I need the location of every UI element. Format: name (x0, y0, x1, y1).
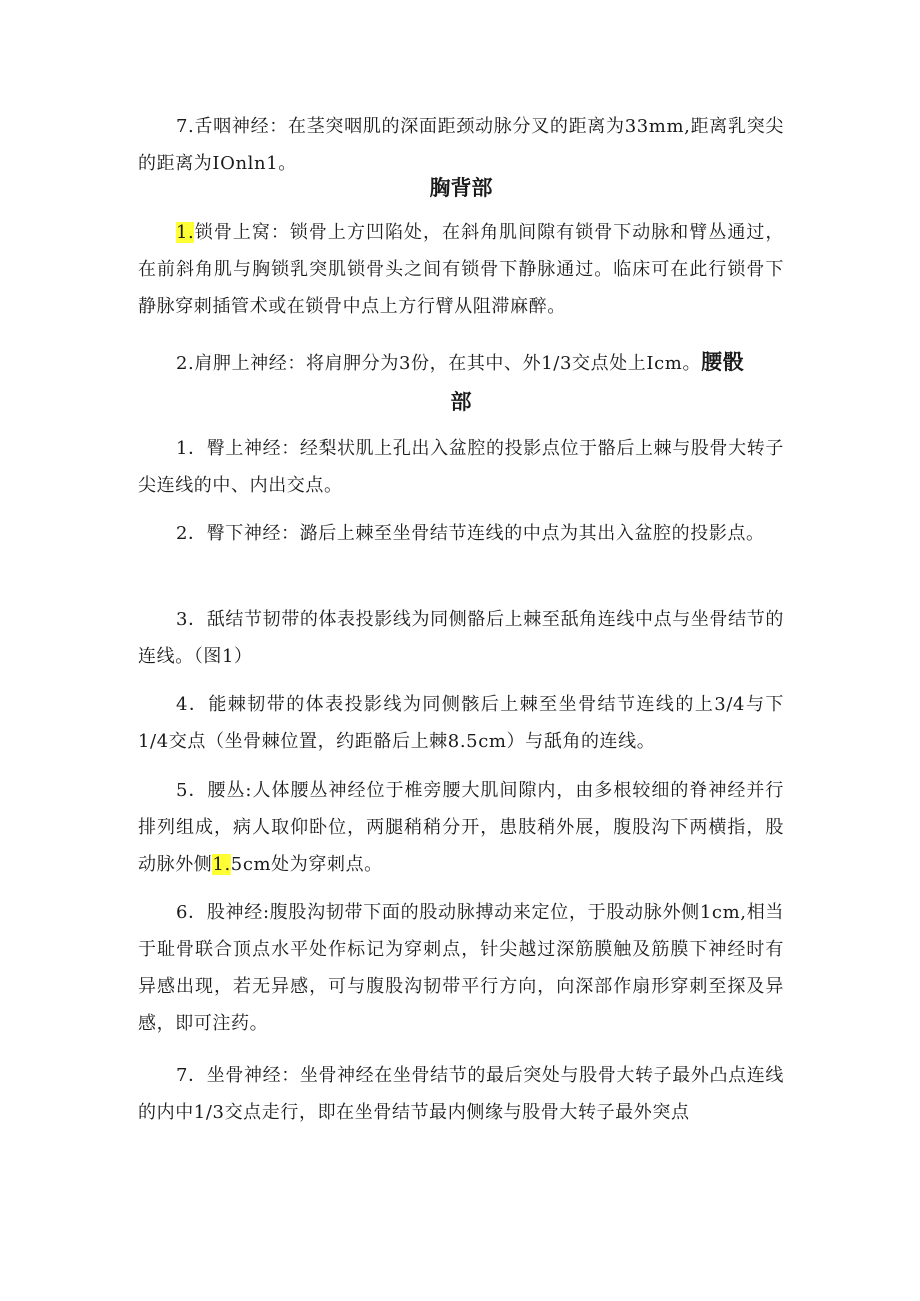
paragraph-inferior-gluteal-nerve: 2．臀下神经：潞后上棘至坐骨结节连线的中点为其出入盆腔的投影点。 (176, 523, 765, 544)
paragraph-sacrospinous-ligament: 4．能棘韧带的体表投影线为同侧骸后上棘至坐骨结节连线的上3/4与下1/4交点（坐骨棘位置，约距骼后上棘8.5cm）与舐角的连线。 (138, 694, 784, 752)
paragraph-text: 2.肩胛上神经：将肩胛分为3份，在其中、外1/3交点处上Icm。 (176, 353, 702, 374)
section-heading-lumbar-part1: 腰骰 (701, 350, 745, 374)
paragraph-femoral-nerve: 6．股神经:腹股沟韧带下面的股动脉搏动来定位，于股动脉外侧1cm,相当于耻骨联合顶点水平处作标记为穿刺点，针尖越过深筋膜触及筋膜下神经时有异感出现，若无异感，可与腹股沟韧带平行方向，向深部作扇形穿刺至探及异感，即可注药。 (138, 902, 784, 1034)
paragraph-lumbar-plexus (138, 772, 784, 883)
paragraph-text: 锁骨上窝：锁骨上方凹陷处，在斜角肌间隙有锁骨下动脉和臂丛通过，在前斜角肌与胸锁乳突肌锁骨头之间有锁骨下静脉通过。临床可在此行锁骨下静脉穿刺插管术或在锁骨中点上方行臂从阻滞麻醉。 (138, 222, 784, 317)
paragraph-superior-gluteal-nerve: 1．臀上神经：经梨状肌上孔出入盆腔的投影点位于骼后上棘与股骨大转子尖连线的中、内出交点。 (138, 438, 784, 496)
paragraph-text: 5cm处为穿刺点。 (230, 854, 383, 875)
paragraph-glossopharyngeal-nerve: 7.舌咽神经：在茎突咽肌的深面距颈动脉分叉的距离为33mm,距离乳突尖的距离为IOnln1。 (138, 116, 784, 174)
section-heading-lumbar-part2: 部 (450, 390, 472, 414)
paragraph-suprascapular-nerve (138, 344, 784, 382)
paragraph-text: 5．腰丛:人体腰丛神经位于椎旁腰大肌间隙内，由多根较细的脊神经并行排列组成，病人取仰卧位，两腿稍稍分开，患肢稍外展，腹股沟下两横指，股动脉外侧 (138, 780, 784, 875)
section-heading-chest-back: 胸背部 (429, 176, 493, 200)
paragraph-sacrotuberous-ligament: 3．舐结节韧带的体表投影线为同侧骼后上棘至舐角连线中点与坐骨结节的连线。（图1） (138, 609, 784, 667)
paragraph-supraclavicular-fossa (138, 214, 784, 325)
highlighted-number: 1. (176, 222, 195, 243)
highlighted-number: 1. (212, 854, 231, 875)
paragraph-sciatic-nerve: 7．坐骨神经：坐骨神经在坐骨结节的最后突处与股骨大转子最外凸点连线的内中1/3交点走行，即在坐骨结节最内侧缘与股骨大转子最外突点 (138, 1065, 784, 1123)
